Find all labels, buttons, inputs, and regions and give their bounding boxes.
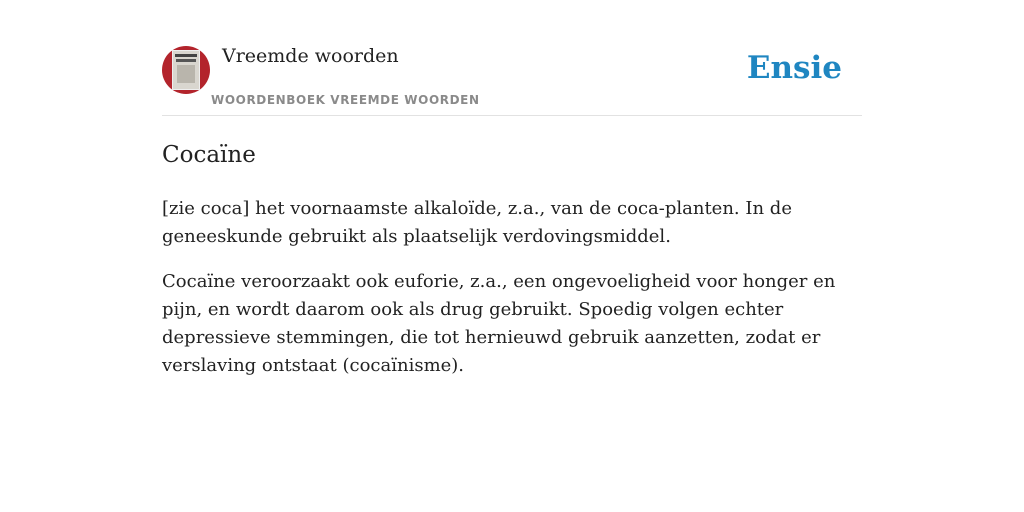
ensie-logo[interactable]: Ensie <box>746 50 842 86</box>
definition-paragraph: Cocaïne veroorzaakt ook euforie, z.a., een ongevoeligheid voor honger en pijn, en wordt daarom ook als drug gebruikt. Spoedig volgen echter depressieve stemmingen, die tot hernieuwd gebruik aanzetten, zodat er verslaving ontstaat (cocaïnisme). <box>162 271 836 376</box>
book-cover-icon <box>172 50 200 90</box>
dictionary-subtitle: WOORDENBOEK VREEMDE WOORDEN <box>211 93 480 107</box>
page <box>162 0 862 380</box>
dictionary-title[interactable]: Vreemde woorden <box>222 45 399 67</box>
dictionary-avatar[interactable] <box>162 46 210 94</box>
header <box>162 0 862 116</box>
entry-title: Cocaïne <box>162 142 256 168</box>
definition-paragraph: [zie coca] het voornaamste alkaloïde, z.a., van de coca-planten. In de geneeskunde gebruikt als plaatselijk verdovingsmiddel. <box>162 198 792 247</box>
definition <box>162 195 862 380</box>
